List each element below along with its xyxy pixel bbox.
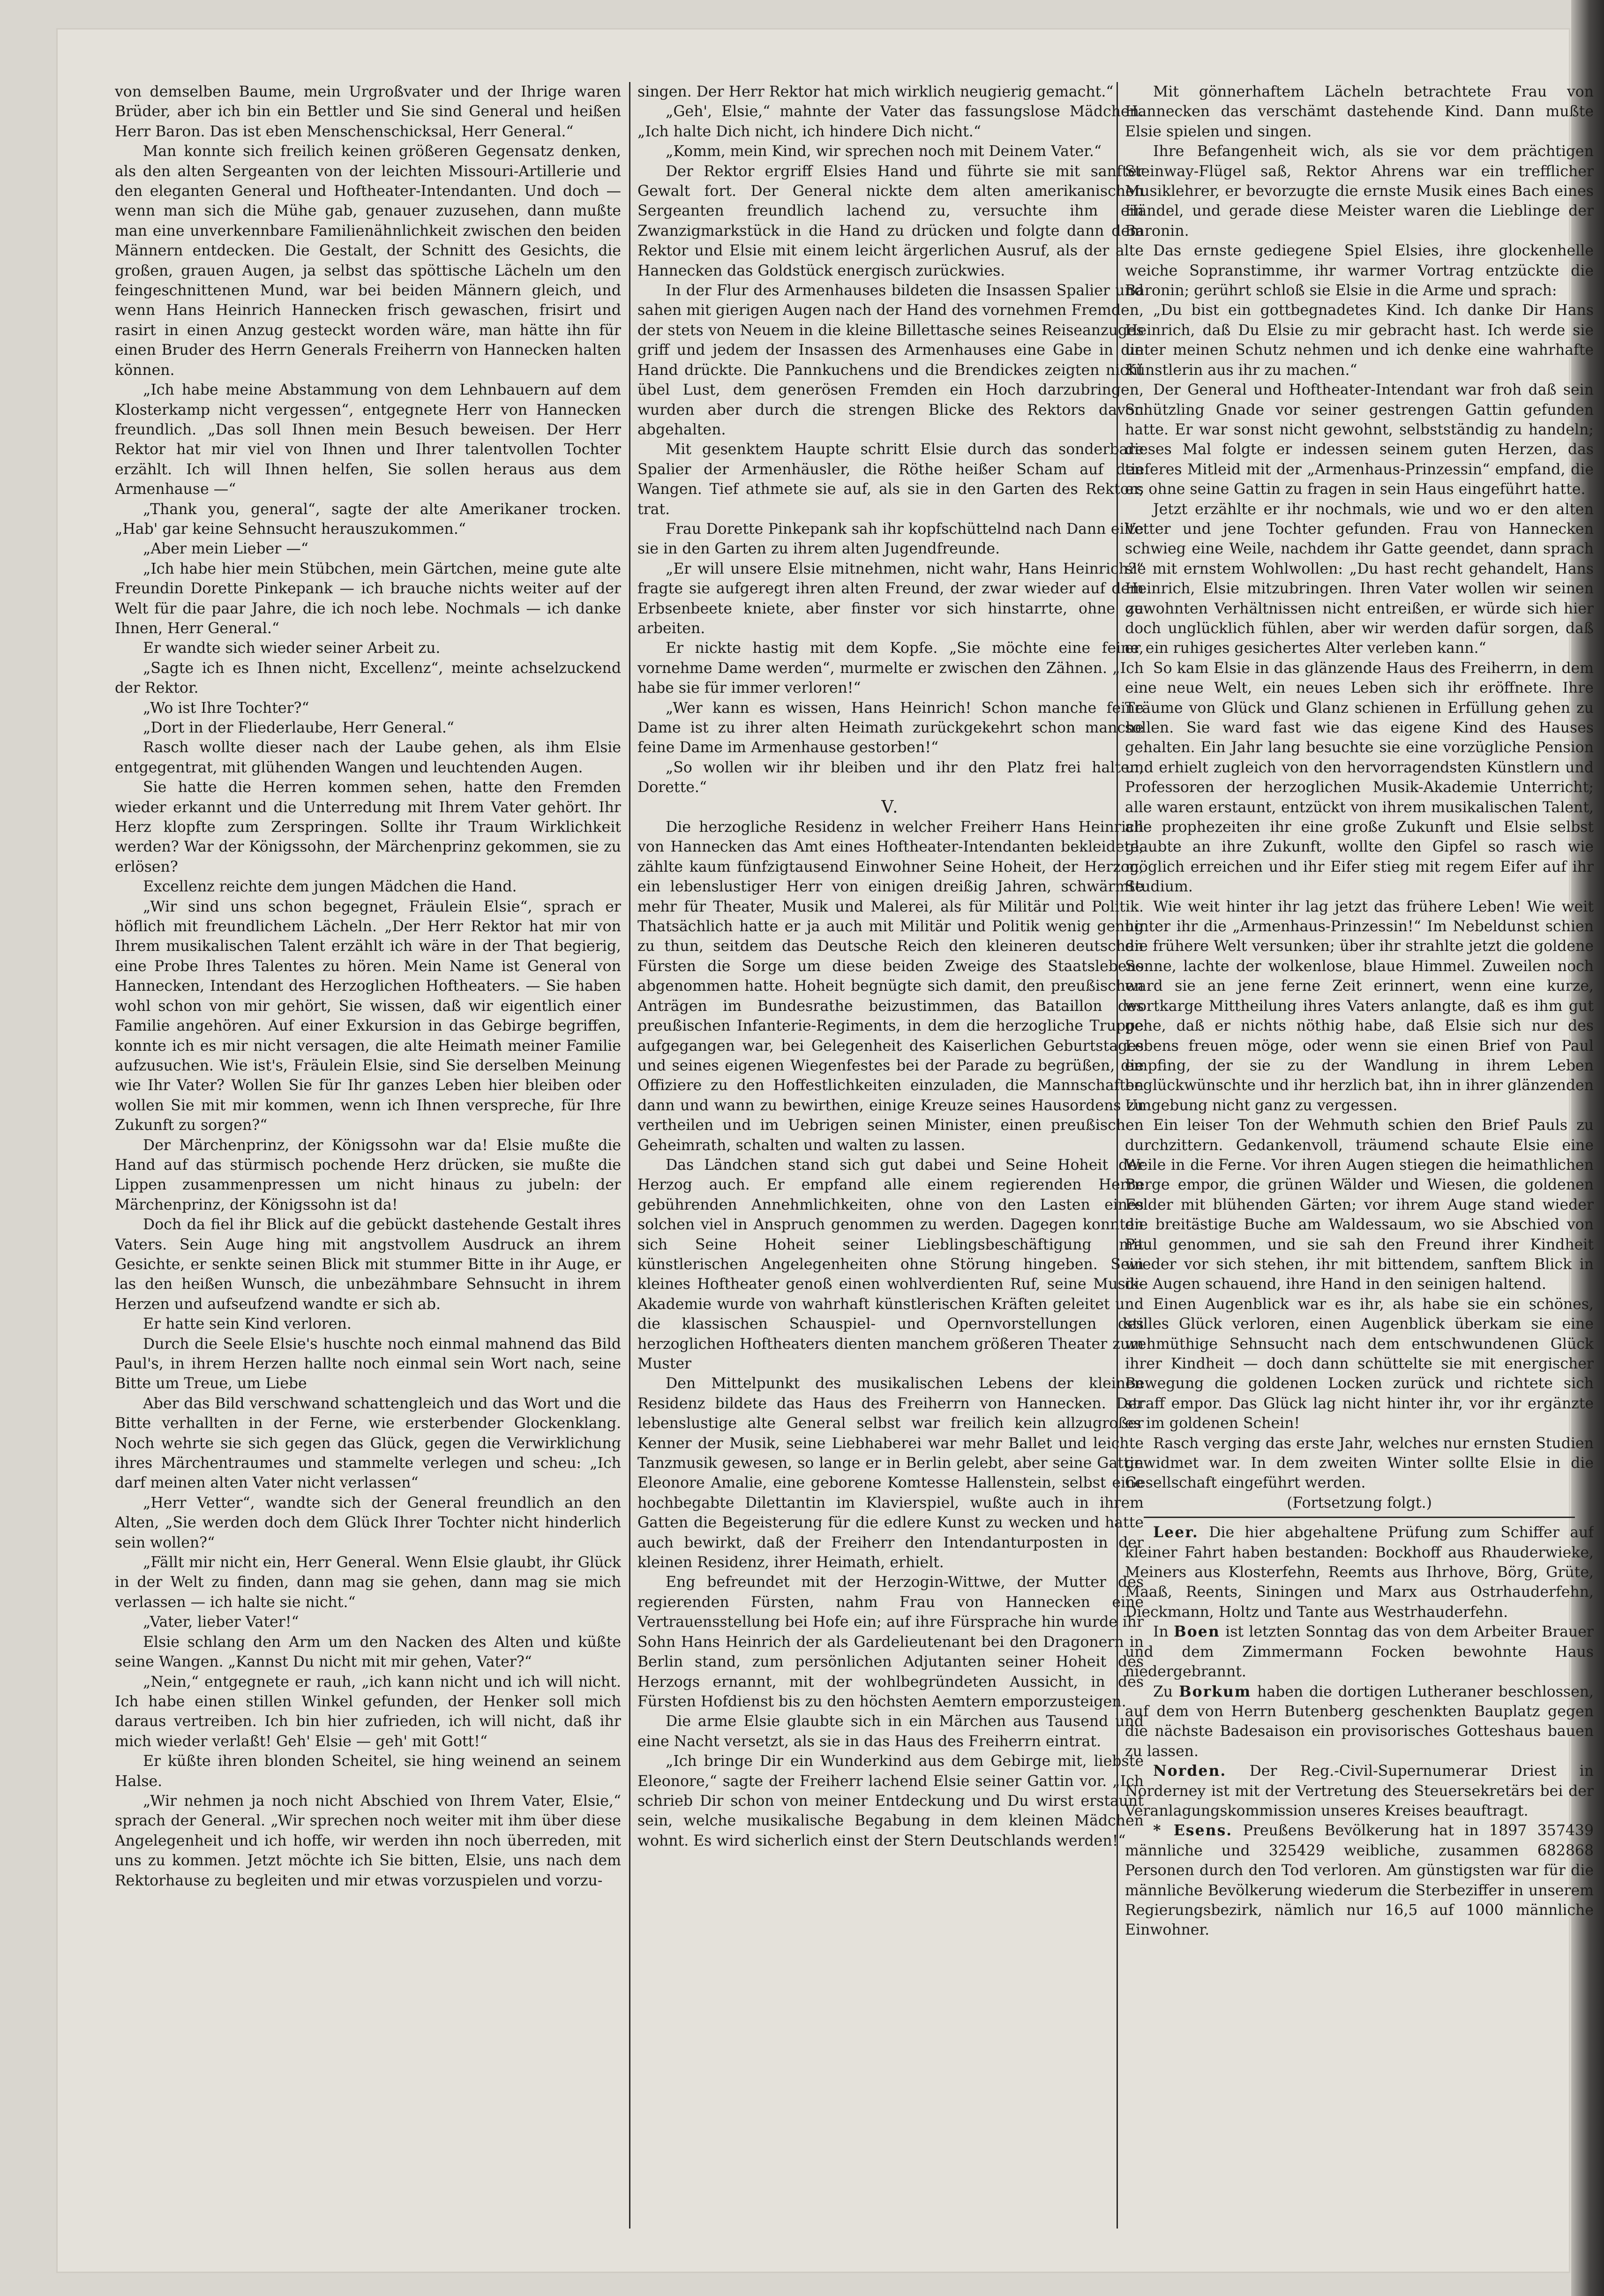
paragraph: Sie hatte die Herren kommen sehen, hatte den Fremden wieder erkannt und die Unterredung mit Ihrem Vater gehört. Ihr Herz klopfte zum Zerspringen. Sollte ihr Traum Wirklichkeit werden? War der Königssohn, der Märchenprinz gekommen, sie zu erlösen? [115,779,621,875]
news-text: Die hier abgehaltene Prüfung zum Schiffer auf kleiner Fahrt haben bestanden: Bockhoff aus Rhauderwieke, Meiners aus Klosterfehn, Reemts aus Ihrhove, Börg, Grüte, Maaß, Reents, Siningen und Marx aus Ostrhauderfehn, Dieckmann, Holtz und Tante aus Westrhauderfehn. [1125,1524,1594,1621]
paragraph: Das ernste gediegene Spiel Elsies, ihre glockenhelle weiche Sopranstimme, ihr warmer Vortrag entzückte die Baronin; gerührt schloß sie Elsie in die Arme und sprach: [1125,242,1594,299]
paragraph: „Thank you, general“, sagte der alte Amerikaner trocken. „Hab' gar keine Sehnsucht herauszukommen.“ [115,501,621,538]
news-place: Leer. [1153,1524,1199,1541]
paragraph: „Ich bringe Dir ein Wunderkind aus dem Gebirge mit, liebste Eleonore,“ sagte der Freiherr lachend Elsie seiner Gattin vor. „Ich schrieb Dir schon von meiner Entdeckung und Du wirst erstaunt sein, welche musikalische Begabung in dem kleinen Mädchen wohnt. Es wird sicherlich einst der Stern Deutschlands werden!“ [637,1753,1144,1849]
paragraph: Den Mittelpunkt des musikalischen Lebens der kleinen Residenz bildete das Haus des Freiherrn von Hannecken. Der lebenslustige alte General selbst war freilich kein allzugroßer Kenner der Musik, seine Liebhaberei war mehr Ballet und leichte Tanzmusik gewesen, so lange er in Berlin gelebt, aber seine Gattin Eleonore Amalie, eine geborene Komtesse Hallenstein, selbst eine hochbegabte Dilettantin im Klavierspiel, wußte auch in ihrem Gatten die Begeisterung für die edlere Kunst zu wecken und hatte auch bewirkt, daß der Freiherr den Intendanturposten in der kleinen Residenz, ihrer Heimath, erhielt. [637,1375,1144,1571]
paragraph: „Du bist ein gottbegnadetes Kind. Ich danke Dir Hans Heinrich, daß Du Elsie zu mir gebracht hast. Ich werde sie unter meinen Schutz nehmen und ich denke eine wahrhafte Künstlerin aus ihr zu machen.“ [1125,302,1594,379]
news-item [1125,1821,1594,1940]
paragraph: Wie weit hinter ihr lag jetzt das frühere Leben! Wie weit hinter ihr die „Armenhaus-Prinzessin!“ Im Nebeldunst schien die frühere Welt versunken; über ihr strahlte jetzt die goldene Sonne, lachte der wolkenlose, blaue Himmel. Zuweilen noch ward sie an jene ferne Zeit erinnert, wenn eine kurze, wortkarge Mittheilung ihres Vaters anlangte, daß es ihm gut gehe, daß er nichts nöthig habe, daß Elsie sich nur des Lebens freuen möge, oder wenn sie einen Brief von Paul empfing, der sie zu der Wandlung in ihrem Leben beglückwünschte und ihr herzlich bat, ihn in ihrer glänzenden Umgebung nicht ganz zu vergessen. [1125,898,1594,1114]
text-column-1 [115,82,621,2219]
news-text: ist letzten Sonntag das von dem Arbeiter Brauer und dem Zimmermann Focken bewohnte Haus niedergebrannt. [1125,1623,1594,1681]
paragraph: Durch die Seele Elsie's huschte noch einmal mahnend das Bild Paul's, in ihrem Herzen hallte noch einmal sein Wort nach, seine Bitte um Treue, um Liebe [115,1335,621,1392]
paragraph: „Herr Vetter“, wandte sich der General freundlich an den Alten, „Sie werden doch dem Glück Ihrer Tochter nicht hinderlich sein wollen?“ [115,1494,621,1551]
paragraph: Er hatte sein Kind verloren. [143,1316,352,1333]
paragraph: „So wollen wir ihr bleiben und ihr den Platz frei halten, Dorette.“ [637,759,1144,796]
paragraph: „Komm, mein Kind, wir sprechen noch mit Deinem Vater.“ [666,143,1102,160]
paragraph: „Wir nehmen ja noch nicht Abschied von Ihrem Vater, Elsie,“ sprach der General. „Wir sprechen noch weiter mit ihm über diese Angelegenheit und ich hoffe, wir werden ihn noch überreden, mit uns zu kommen. Jetzt möchte ich Sie bitten, Elsie, uns nach dem Rektorhause zu begleiten und mir etwas vorzuspielen und vorzu- [115,1792,621,1889]
news-item [1125,1761,1594,1821]
news-place: Norden. [1153,1762,1227,1780]
paragraph: Man konnte sich freilich keinen größeren Gegensatz denken, als den alten Sergeanten von der leichten Missouri-Artillerie und den eleganten General und Hoftheater-Intendanten. Und doch — wenn man sich die Mühe gab, genauer zuzusehen, dann mußte man eine unverkennbare Familienähnlichkeit zwischen den beiden Männern entdecken. Die Gestalt, der Schnitt des Gesichts, die großen, grauen Augen, ja selbst das spöttische Lächeln um den feingeschnittenen Mund, war bei beiden Männern gleich, und wenn Hans Heinrich Hannecken frisch gewaschen, frisirt und rasirt in einen Anzug gesteckt worden wäre, man hätte ihn für einen Bruder des Herrn Generals Freiherrn von Hannecken halten können. [115,143,621,379]
paragraph: „Ich habe meine Abstammung von dem Lehnbauern auf dem Klosterkamp nicht vergessen“, entgegnete Herr von Hannecken freundlich. „Das soll Ihnen mein Besuch beweisen. Der Herr Rektor hat mir viel von Ihnen und Ihrer talentvollen Tochter erzählt. Ich will Ihnen helfen, Sie sollen heraus aus dem Armenhause —“ [115,381,621,498]
news-item [1125,1622,1594,1682]
paragraph: „Er will unsere Elsie mitnehmen, nicht wahr, Hans Heinrich?“ fragte sie aufgeregt ihren alten Freund, der zwar wieder auf dem Erbsenbeete kniete, aber finster vor sich hinstarrte, ohne zu arbeiten. [637,560,1144,637]
text-column-3 [1125,82,1594,2219]
section-divider [1144,1517,1575,1518]
paragraph: Die herzogliche Residenz in welcher Freiherr Hans Heinrich von Hannecken das Amt eines Hoftheater-Intendanten bekleidete, zählte kaum fünfzigtausend Einwohner Seine Hoheit, der Herzog, ein lebenslustiger Herr von einigen dreißig Jahren, schwärmte mehr für Theater, Musik und Malerei, als für Militär und Politik. Thatsächlich hatte er ja auch mit Militär und Politik wenig genug zu thun, seitdem das Deutsche Reich den kleineren deutschen Fürsten die Sorge um diese beiden Zweige des Staatslebens abgenommen hatte. Hoheit begnügte sich damit, den preußischen Anträgen im Bundesrathe beizustimmen, das Bataillon des preußischen Infanterie-Regiments, in dem die herzogliche Truppe aufgegangen war, bei Gelegenheit des Kaiserlichen Geburtstages und seines eigenen Wiegenfestes bei der Parade zu begrüßen, die Offiziere zu den Hoffestlichkeiten einzuladen, die Mannschaften dann und wann zu bewirthen, einige Kreuze seines Hausordens zu vertheilen und im Uebrigen seinen Minister, einen preußischen Geheimrath, schalten und walten zu lassen. [637,819,1144,1154]
paragraph: „Wo ist Ihre Tochter?“ [143,699,309,717]
paragraph: Excellenz reichte dem jungen Mädchen die Hand. [143,878,517,896]
paragraph: von demselben Baume, mein Urgroßvater und der Ihrige waren Brüder, aber ich bin ein Bettler und Sie sind General und heißen Herr Baron. Das ist eben Menschenschicksal, Herr General.“ [115,83,621,140]
paragraph: Er küßte ihren blonden Scheitel, sie hing weinend an seinem Halse. [115,1753,621,1790]
paragraph: Aber das Bild verschwand schattengleich und das Wort und die Bitte verhallten in der Ferne, wie ersterbender Glockenklang. Noch wehrte sie sich gegen das Glück, gegen die Verwirklichung ihres Märchentraumes und stammelte verlegen und scheu: „Ich darf meinen alten Vater nicht verlassen“ [115,1395,621,1492]
paragraph: Er nickte hastig mit dem Kopfe. „Sie möchte eine feine, vornehme Dame werden“, murmelte er zwischen den Zähnen. „Ich habe sie für immer verloren!“ [637,640,1144,697]
news-place: Boen [1174,1623,1220,1641]
paragraph: Die arme Elsie glaubte sich in ein Märchen aus Tausend und eine Nacht versetzt, als sie in das Haus des Freiherrn eintrat. [637,1713,1144,1750]
paragraph: Ihre Befangenheit wich, als sie vor dem prächtigen Steinway-Flügel saß, Rektor Ahrens war ein trefflicher Musiklehrer, er bevorzugte die ernste Musik eines Bach eines Händel, und gerade diese Meister waren die Lieblinge der Baronin. [1125,143,1594,239]
paragraph: Einen Augenblick war es ihr, als habe sie ein schönes, stilles Glück verloren, einen Augenblick überkam sie eine wehmüthige Sehnsucht nach dem entschwundenen Glück ihrer Kindheit — doch dann schüttelte sie mit energischer Bewegung die goldenen Locken zurück und richtete sich straff empor. Das Glück lag nicht hinter ihr, vor ihr ergänzte es im goldenen Schein! [1125,1295,1594,1432]
news-prefix: Zu [1153,1683,1179,1700]
news-place: Borkum [1178,1683,1252,1700]
paragraph: Der Rektor ergriff Elsies Hand und führte sie mit sanfter Gewalt fort. Der General nickte dem alten amerikanischen Sergeanten freundlich lachend zu, versuchte ihm ein Zwanzigmarkstück in die Hand zu drücken und folgte dann dem Rektor und Elsie mit einem leicht ärgerlichen Ausruf, als der alte Hannecken das Goldstück energisch zurückwies. [637,163,1144,279]
paragraph: singen. Der Herr Rektor hat mich wirklich neugierig gemacht.“ [637,83,1114,100]
paragraph: „Wer kann es wissen, Hans Heinrich! Schon manche feine Dame ist zu ihrer alten Heimath zurückgekehrt schon manche feine Dame im Armenhause gestorben!“ [637,699,1144,756]
news-item [1125,1523,1594,1622]
paragraph: „Vater, lieber Vater!“ [143,1614,299,1631]
paragraph: „Aber mein Lieber —“ [143,540,308,558]
paragraph: Rasch verging das erste Jahr, welches nur ernsten Studien gewidmet war. In dem zweiten Winter sollte Elsie in die Gesellschaft eingeführt werden. [1125,1435,1594,1492]
paragraph: In der Flur des Armenhauses bildeten die Insassen Spalier und sahen mit gierigen Augen nach der Hand des vornehmen Fremden, der stets von Neuem in die kleine Billettasche seines Reiseanzuges griff und jedem der Insassen des Armenhauses eine Gabe in die Hand drückte. Die Pannkuchens und die Brendickes zeigten nicht übel Lust, dem generösen Fremden ein Hoch darzubringen, wurden aber durch die strengen Blicke des Rektors davon abgehalten. [637,282,1144,438]
paragraph: Der Märchenprinz, der Königssohn war da! Elsie mußte die Hand auf das stürmisch pochende Herz drücken, sie mußte die Lippen zusammenpressen um nicht hinaus zu jubeln: der Märchenprinz, der Königssohn ist da! [115,1137,621,1213]
news-text: Der Reg.-Civil-Supernumerar Driest in Norderney ist mit der Vertretung des Steuersekretärs bei der Veranlagungskommission unseres Kreises beauftragt. [1125,1763,1594,1819]
news-text: haben die dortigen Lutheraner beschlossen, auf dem von Herrn Butenberg geschenkten Bauplatz gegen die nächste Badesaison ein provisorisches Gotteshaus bauen zu lassen. [1125,1683,1594,1760]
paragraph: „Sagte ich es Ihnen nicht, Excellenz“, meinte achselzuckend der Rektor. [115,659,621,697]
paragraph: Er wandte sich wieder seiner Arbeit zu. [143,640,441,657]
paragraph: Mit gesenktem Haupte schritt Elsie durch das sonderbare Spalier der Armenhäusler, die Röthe heißer Scham auf den Wangen. Tief athmete sie auf, als sie in den Garten des Rektors trat. [637,441,1144,518]
news-prefix: In [1153,1623,1174,1641]
paragraph: Eng befreundet mit der Herzogin-Wittwe, der Mutter des regierenden Fürsten, nahm Frau von Hannecken eine Vertrauensstellung bei Hofe ein; auf ihre Fürsprache hin wurde ihr Sohn Hans Heinrich der als Gardelieutenant bei den Dragonern in Berlin stand, zum persönlichen Adjutanten seiner Hoheit des Herzogs ernannt, mit der wohlbegründeten Aussicht, in des Fürsten Hofdienst bis zu den höchsten Aemtern emporzusteigen. [637,1574,1144,1710]
news-item [1125,1682,1594,1762]
paragraph: „Geh', Elsie,“ mahnte der Vater das fassungslose Mädchen. „Ich halte Dich nicht, ich hindere Dich nicht.“ [637,103,1144,140]
paragraph: „Ich habe hier mein Stübchen, mein Gärtchen, meine gute alte Freundin Dorette Pinkepank — ich brauche nichts weiter auf der Welt für die paar Jahre, die ich noch lebe. Nochmals — ich danke Ihnen, Herr General.“ [115,560,621,637]
paragraph: Elsie schlang den Arm um den Nacken des Alten und küßte seine Wangen. „Kannst Du nicht mit mir gehen, Vater?“ [115,1633,621,1671]
paragraph: Das Ländchen stand sich gut dabei und Seine Hoheit der Herzog auch. Er empfand alle einem regierenden Herrn gebührenden Annehmlichkeiten, ohne von den Lasten eines solchen viel in Anspruch genommen zu werden. Dagegen konnten sich Seine Hoheit seiner Lieblingsbeschäftigung mit künstlerischen Angelegenheiten ohne Störung hingeben. Sein kleines Hoftheater genoß einen wohlverdienten Ruf, seine Musik-Akademie wurde von wahrhaft künstlerischen Kräften geleitet und die klassischen Schauspiel- und Opernvorstellungen des herzoglichen Hoftheaters dienten manchem größeren Theater zum Muster [637,1156,1144,1372]
column-rule-1 [629,82,630,2229]
paragraph: „Nein,“ entgegnete er rauh, „ich kann nicht und ich will nicht. Ich habe einen stillen Winkel gefunden, der Henker soll mich daraus vertreiben. Ich bin hier zufrieden, ich will nicht, daß ihr mich wieder verlaßt! Geh' Elsie — geh' mit Gott!“ [115,1673,621,1750]
news-text: Preußens Bevölkerung hat in 1897 357439 männliche und 325429 weibliche, zusammen 682868 Personen durch den Tod verloren. Am günstigsten war für die männliche Bevölkerung wiederum die Sterbeziffer in unserem Regierungsbezirk, nämlich nur 16,5 auf 1000 männliche Einwohner. [1125,1822,1594,1939]
paragraph: Doch da fiel ihr Blick auf die gebückt dastehende Gestalt ihres Vaters. Sein Auge hing mit angstvollem Ausdruck an ihrem Gesichte, er senkte seinen Blick mit stummer Bitte in ihr Auge, er las den heißen Wunsch, die unbezähmbare Sehnsucht in ihrem Herzen und aufseufzend wandte er sich ab. [115,1216,621,1313]
continuation-note: (Fortsetzung folgt.) [1287,1494,1432,1511]
paragraph: Jetzt erzählte er ihr nochmals, wie und wo er den alten Vetter und jene Tochter gefunden. Frau von Hannecken schwieg eine Weile, nachdem ihr Gatte geendet, dann sprach sie mit ernstem Wohlwollen: „Du hast recht gehandelt, Hans Heinrich, Elsie mitzubringen. Ihren Vater wollen wir seinen gewohnten Verhältnissen nicht entreißen, er würde sich hier doch unglücklich fühlen, aber wir werden dafür sorgen, daß er ein ruhiges gesichertes Alter verleben kann.“ [1125,501,1594,657]
paragraph: „Wir sind uns schon begegnet, Fräulein Elsie“, sprach er höflich mit freundlichem Lächeln. „Der Herr Rektor hat mir von Ihrem musikalischen Talent erzählt ich wäre in der That begierig, eine Probe Ihres Talentes zu hören. Mein Name ist General von Hannecken, Intendant des Herzoglichen Hoftheaters. — Sie haben wohl schon von mir gehört, Sie wissen, daß wir eigentlich einer Familie angehören. Auf einer Exkursion in das Gebirge begriffen, konnte ich es mir nicht versagen, die alte Heimath meiner Familie aufzusuchen. Wie ist's, Fräulein Elsie, sind Sie derselben Meinung wie Ihr Vater? Wollen Sie für Ihr ganzes Leben hier bleiben oder wollen Sie mit mir kommen, wenn ich Ihnen verspreche, für Ihre Zukunft zu sorgen?“ [115,898,621,1134]
paragraph: Frau Dorette Pinkepank sah ihr kopfschüttelnd nach Dann eilte sie in den Garten zu ihrem alten Jugendfreunde. [637,520,1144,558]
text-column-2 [637,82,1144,2219]
paragraph: „Fällt mir nicht ein, Herr General. Wenn Elsie glaubt, ihr Glück in der Welt zu finden, dann mag sie gehen, dann mag sie mich verlassen — ich halte sie nicht.“ [115,1554,621,1611]
paragraph: Rasch wollte dieser nach der Laube gehen, als ihm Elsie entgegentrat, mit glühenden Wangen und leuchtenden Augen. [115,739,621,776]
paragraph: Mit gönnerhaftem Lächeln betrachtete Frau von Hannecken das verschämt dastehende Kind. Dann mußte Elsie spielen und singen. [1125,83,1594,140]
chapter-heading: V. [881,797,900,817]
paragraph: So kam Elsie in das glänzende Haus des Freiherrn, in dem eine neue Welt, ein neues Leben sich ihr eröffnete. Ihre Träume von Glück und Glanz schienen in Erfüllung gehen zu sollen. Sie ward fast wie das eigene Kind des Hauses gehalten. Ein Jahr lang besuchte sie eine vorzügliche Pension und erhielt zugleich von den hervorragendsten Künstlern und Professoren der herzoglichen Musik-Akademie Unterricht; alle waren erstaunt, entzückt von ihrem musikalischen Talent, alle prophezeiten ihr eine große Zukunft und Elsie selbst glaubte an ihre Zukunft, wollte den Gipfel so rasch wie möglich erreichen und ihr Eifer stieg mit regem Eifer auf ihr Studium. [1125,659,1594,896]
paragraph: „Dort in der Fliederlaube, Herr General.“ [143,719,455,736]
paragraph: Ein leiser Ton der Wehmuth schien den Brief Pauls zu durchzittern. Gedankenvoll, träumend schaute Elsie eine Weile in die Ferne. Vor ihren Augen stiegen die heimathlichen Berge empor, die grünen Wälder und Wiesen, die goldenen Felder mit blühenden Gärten; vor ihrem Auge stand wieder die breitästige Buche am Waldessaum, wo sie Abschied von Paul genommen, und sie sah den Freund ihrer Kindheit wieder vor sich stehen, ihr mit bittendem, sanftem Blick in die Augen schauend, ihre Hand in den seinigen haltend. [1125,1117,1594,1293]
paragraph: Der General und Hoftheater-Intendant war froh daß sein Schützling Gnade vor seiner gestrengen Gattin gefunden hatte. Er war sonst nicht gewohnt, selbstständig zu handeln; dieses Mal folgte er indessen seinem guten Herzen, das tieferes Mitleid mit der „Armenhaus-Prinzessin“ empfand, die er, ohne seine Gattin zu fragen in sein Haus eingeführt hatte. [1125,381,1594,498]
news-place: * Esens. [1153,1822,1233,1840]
